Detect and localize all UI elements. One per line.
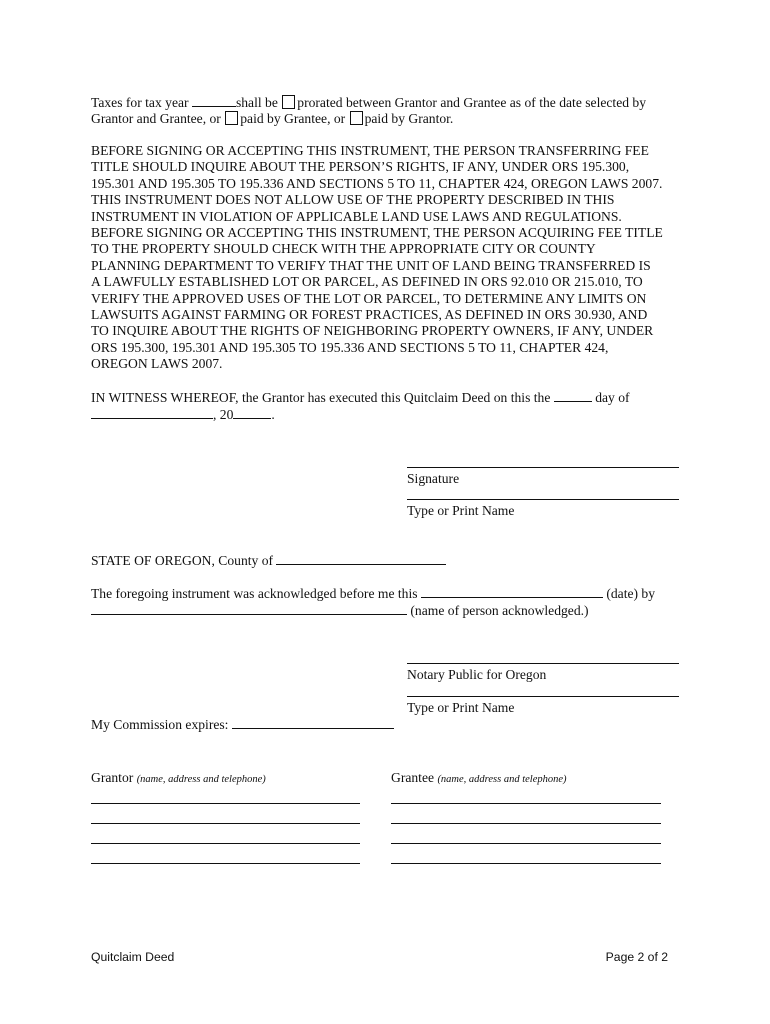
commission-expires-field[interactable] [232, 716, 394, 729]
witness-line-1 [91, 389, 691, 406]
warning-line: INSTRUMENT IN VIOLATION OF APPLICABLE LAND USE LAWS AND REGULATIONS. [91, 208, 622, 224]
print-name-label: Type or Print Name [407, 503, 515, 518]
warning-line: 195.301 AND 195.305 TO 195.336 AND SECTIONS 5 TO 11, CHAPTER 424, OREGON LAWS 2007. [91, 175, 663, 191]
taxes-line-2 [91, 111, 691, 127]
grantor-line-2[interactable] [91, 823, 360, 824]
grantor-heading [91, 770, 266, 788]
grantee-line-4[interactable] [391, 863, 661, 864]
taxes-text: Taxes for tax year [91, 95, 189, 110]
acknowledgment-line-1 [91, 585, 691, 602]
acknowledgment-date-by-text: (date) by [606, 586, 656, 601]
warning-line: ORS 195.300, 195.301 AND 195.305 TO 195.336 AND SECTIONS 5 TO 11, CHAPTER 424, [91, 339, 609, 355]
witness-text: IN WITNESS WHEREOF, the Grantor has executed this Quitclaim Deed on this the [91, 390, 551, 405]
acknowledgment-date-field[interactable] [421, 585, 603, 598]
print-name-line[interactable] [407, 499, 679, 500]
footer-page-number: Page 2 of 2 [605, 950, 668, 964]
grantee-hint: (name, address and telephone) [437, 774, 567, 785]
warning-line: BEFORE SIGNING OR ACCEPTING THIS INSTRUMENT, THE PERSON TRANSFERRING FEE [91, 143, 649, 158]
warning-line: THIS INSTRUMENT DOES NOT ALLOW USE OF THE PROPERTY DESCRIBED IN THIS [91, 192, 615, 208]
acknowledgment-paragraph [91, 585, 691, 620]
paid-by-grantor-checkbox[interactable] [350, 111, 363, 125]
tax-year-field[interactable] [192, 94, 236, 107]
witness-period: . [271, 407, 275, 423]
commission-label: My Commission expires: [91, 717, 229, 732]
witness-day-of-text: day of [595, 390, 630, 405]
warning-line: TITLE SHOULD INQUIRE ABOUT THE PERSON’S RIGHTS, IF ANY, UNDER ORS 195.300, [91, 159, 630, 175]
grantee-line-2[interactable] [391, 823, 661, 824]
witness-year-prefix: , 20 [213, 407, 234, 423]
notary-print-name-label: Type or Print Name [407, 700, 515, 715]
notary-print-name-line[interactable] [407, 696, 679, 697]
witness-month-field[interactable] [91, 406, 213, 419]
taxes-line-1 [91, 94, 691, 111]
warning-line: BEFORE SIGNING OR ACCEPTING THIS INSTRUMENT, THE PERSON ACQUIRING FEE TITLE [91, 225, 663, 241]
grantee-line-1[interactable] [391, 803, 661, 804]
witness-year-field[interactable] [233, 406, 271, 419]
warning-line: TO THE PROPERTY SHOULD CHECK WITH THE APPROPRIATE CITY OR COUNTY [91, 241, 596, 257]
warning-line: VERIFY THE APPROVED USES OF THE LOT OR PARCEL, TO DETERMINE ANY LIMITS ON [91, 290, 647, 306]
grantee-heading [391, 770, 567, 788]
paid-by-grantor-text: paid by Grantor. [364, 111, 454, 127]
warning-line: TO INQUIRE ABOUT THE RIGHTS OF NEIGHBORING PROPERTY OWNERS, IF ANY, UNDER [91, 323, 654, 339]
acknowledged-person-text: (name of person acknowledged.) [410, 603, 589, 619]
witness-line-2 [91, 406, 691, 423]
taxes-shall-be-text: shall be [235, 95, 278, 110]
warning-line: PLANNING DEPARTMENT TO VERIFY THAT THE UNIT OF LAND BEING TRANSFERRED IS [91, 257, 651, 273]
grantor-line-1[interactable] [91, 803, 360, 804]
witness-day-field[interactable] [554, 389, 592, 402]
grantee-label: Grantee [391, 770, 435, 785]
prorated-checkbox[interactable] [282, 95, 295, 109]
taxes-prorated-text: prorated between Grantor and Grantee as of the date selected by [297, 95, 647, 110]
signature-label: Signature [407, 471, 460, 486]
statutory-warning [91, 143, 711, 373]
acknowledgment-line-2 [91, 602, 691, 619]
grantee-line-3[interactable] [391, 843, 661, 844]
warning-line: LAWSUITS AGAINST FARMING OR FOREST PRACTICES, AS DEFINED IN ORS 30.930, AND [91, 307, 648, 323]
footer-title: Quitclaim Deed [91, 950, 175, 964]
state-county-label: STATE OF OREGON, County of [91, 553, 274, 568]
notary-label: Notary Public for Oregon [407, 667, 547, 682]
notary-signature-line[interactable] [407, 663, 679, 664]
grantor-line-3[interactable] [91, 843, 360, 844]
taxes-or-text: Grantor and Grantee, or [91, 111, 221, 127]
warning-line: OREGON LAWS 2007. [91, 356, 223, 372]
paid-by-grantee-checkbox[interactable] [225, 111, 238, 125]
state-county-line [91, 552, 446, 569]
signature-line[interactable] [407, 467, 679, 468]
paid-by-grantee-text: paid by Grantee, or [240, 111, 346, 127]
acknowledgment-text: The foregoing instrument was acknowledged before me this [91, 586, 418, 601]
warning-line: A LAWFULLY ESTABLISHED LOT OR PARCEL, AS DEFINED IN ORS 92.010 OR 215.010, TO [91, 274, 643, 290]
grantor-line-4[interactable] [91, 863, 360, 864]
grantor-hint: (name, address and telephone) [136, 774, 266, 785]
grantor-label: Grantor [91, 770, 134, 785]
witness-paragraph [91, 389, 691, 424]
commission-line [91, 716, 394, 733]
acknowledged-person-field[interactable] [91, 602, 407, 615]
county-field[interactable] [276, 552, 446, 565]
taxes-paragraph [91, 94, 691, 128]
